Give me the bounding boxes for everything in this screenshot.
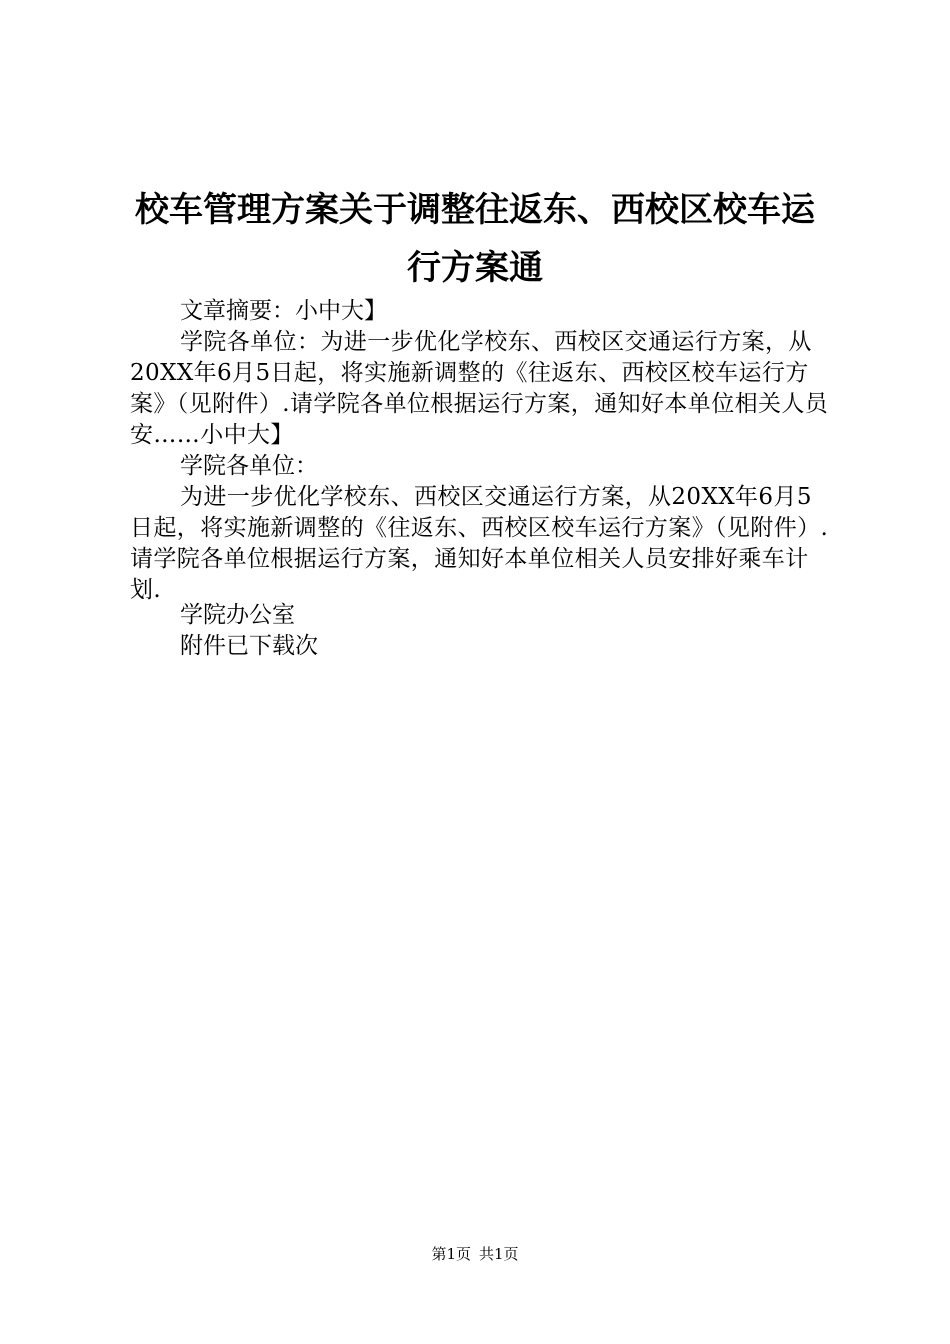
- page-number: 第1页: [431, 1245, 471, 1263]
- document-title-line-2: 行方案通: [407, 248, 543, 288]
- greeting-line: 学院各单位：: [180, 453, 318, 479]
- office-signature: 学院办公室: [180, 602, 295, 628]
- main-paragraph: 为进一步优化学校东、西校区交通运行方案，从20XX年6月5日起，将实施新调整的《往返东、西校区校车运行方案》（见附件）.请学院各单位根据运行方案，通知好本单位相关人员安排好乘车计划.: [130, 484, 829, 603]
- abstract-line: 文章摘要：小中大】: [180, 298, 387, 324]
- attachment-line: 附件已下载次: [180, 633, 318, 659]
- document-title-line-1: 校车管理方案关于调整往返东、西校区校车运: [135, 190, 815, 230]
- summary-paragraph: 学院各单位：为进一步优化学校东、西校区交通运行方案，从20XX年6月5日起，将实施新调整的《往返东、西校区校车运行方案》（见附件）.请学院各单位根据运行方案，通知好本单位相关人员安……小中大】: [130, 329, 829, 448]
- page-total: 共1页: [479, 1245, 519, 1263]
- page-footer: [0, 1244, 950, 1264]
